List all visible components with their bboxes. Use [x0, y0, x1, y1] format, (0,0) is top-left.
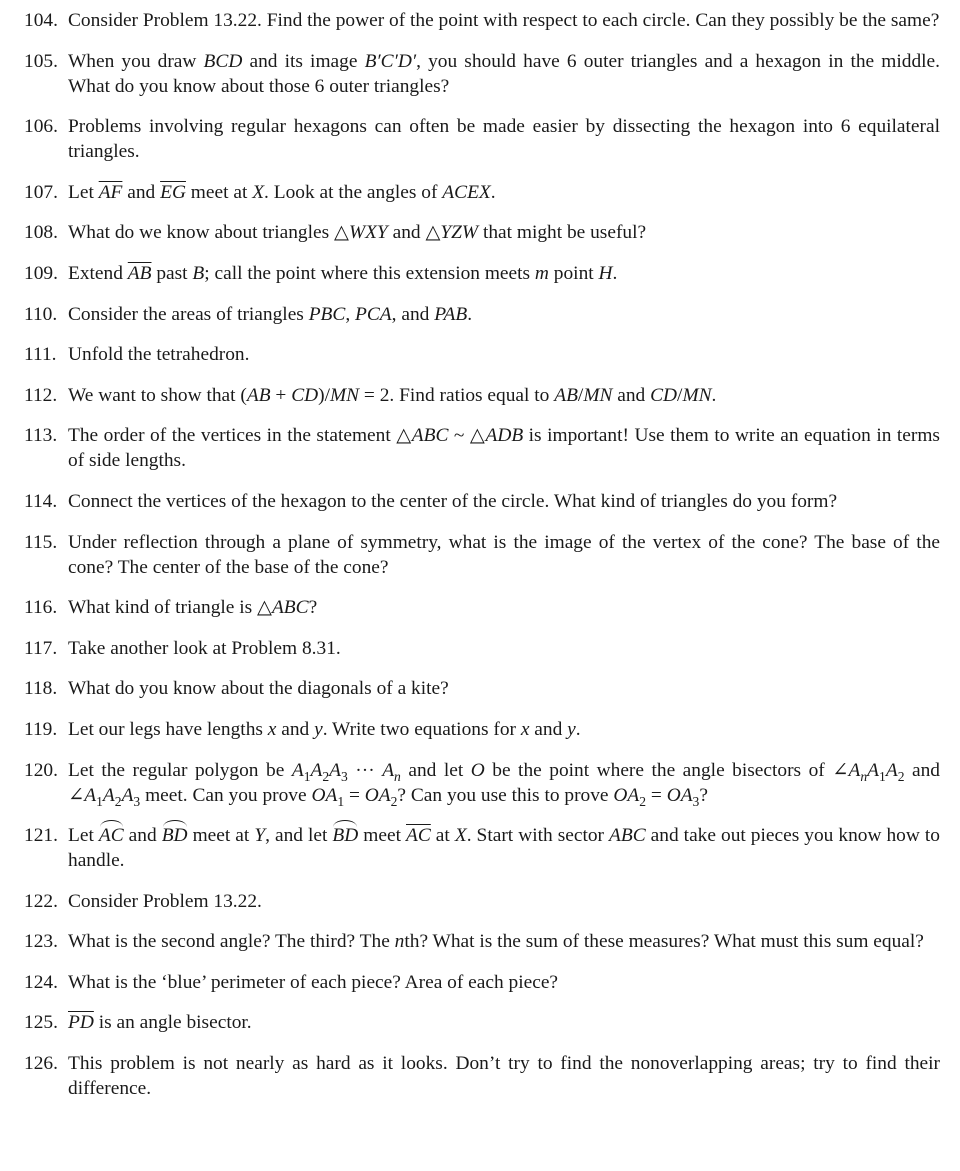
hint-text-segment: H	[598, 262, 613, 284]
hint-text-segment: $\overline{AF}$	[98, 181, 123, 203]
hint-text-segment: △	[257, 597, 272, 619]
hint-text-segment: 3	[692, 793, 700, 809]
hint-text-segment: , you should have 6 outer triangles and a hexagon in the middle. What do you know about those 6 outer triangles?	[68, 50, 940, 97]
hint-text-segment: △	[425, 222, 441, 244]
hint-text-segment: , and	[391, 303, 435, 325]
hint-text-segment: and	[123, 825, 162, 847]
hint-text-segment: and	[529, 718, 568, 740]
hint-text-segment: ···	[347, 759, 383, 781]
hint-text-segment: be the point where the angle bisectors of ∠	[484, 759, 849, 781]
hint-text-segment: ,	[345, 303, 356, 325]
hint-text-segment: A	[382, 759, 395, 781]
hint-text-segment: Unfold the tetrahedron.	[68, 344, 250, 366]
hint-item	[24, 758, 940, 808]
hint-text-segment: 2	[390, 793, 398, 809]
hint-text-segment: at	[430, 825, 455, 847]
hint-text-segment: OA	[666, 784, 693, 806]
hint-text-segment: 2	[322, 768, 330, 784]
hint-text-segment: 2	[639, 793, 647, 809]
hint-text-segment: △	[396, 425, 412, 447]
hint-text-segment: MN	[682, 384, 712, 406]
hint-text-segment: MN	[329, 384, 360, 406]
hint-text-segment: ; call the point where this extension meets	[204, 262, 535, 284]
hint-text-segment: +	[270, 384, 292, 406]
hint-text-segment: $\overline{AC}$	[406, 825, 431, 847]
hint-text-segment: th? What is the sum of these measures? What must this sum equal?	[404, 931, 924, 953]
hint-text-segment: When you draw	[68, 50, 204, 72]
hint-text	[68, 342, 940, 367]
hint-text-segment: YZW	[440, 222, 479, 244]
hint-text-segment: past	[151, 262, 193, 284]
hint-text-segment: This problem is not nearly as hard as it looks. Don’t try to find the nonoverlapping areas; try to find their difference.	[68, 1053, 940, 1100]
hint-item	[24, 636, 940, 661]
hint-text-segment: A	[310, 759, 323, 781]
hint-text-segment: ABC	[411, 425, 449, 447]
hint-text-segment: What do you know about the diagonals of a kite?	[68, 678, 449, 700]
hint-text-segment: 2	[897, 768, 905, 784]
hint-number: 109.	[24, 262, 58, 284]
hint-text-segment: MN	[583, 384, 613, 406]
hint-text-segment: 1	[337, 793, 345, 809]
hint-text-segment: We want to show that (	[68, 384, 247, 406]
hint-list	[24, 8, 940, 1101]
hint-text-segment: and let	[400, 759, 471, 781]
hint-item	[24, 970, 940, 995]
hint-text-segment: A	[329, 759, 341, 781]
hint-text-segment: 3	[133, 793, 141, 809]
hint-number: 117.	[24, 637, 58, 659]
hint-text-segment: AB	[554, 384, 578, 406]
hint-text-segment: ?	[308, 597, 318, 619]
hint-text-segment: point	[548, 262, 599, 284]
hint-text-segment: Y	[254, 825, 266, 847]
hint-number: 113.	[24, 425, 58, 447]
hint-item	[24, 1010, 940, 1035]
hint-text-segment: OA	[613, 784, 640, 806]
hint-text-segment: Let the regular polygon be	[68, 759, 292, 781]
hint-number: 112.	[24, 384, 58, 406]
hint-text-segment: ACEX	[442, 181, 491, 203]
hint-text-segment: ABC	[271, 597, 309, 619]
hint-text	[68, 889, 940, 914]
hint-text-segment: and its image	[242, 50, 365, 72]
hint-text	[68, 8, 940, 33]
hint-item	[24, 1051, 940, 1101]
hint-text	[68, 676, 940, 701]
hint-text-segment: A	[121, 784, 134, 806]
hint-item	[24, 383, 940, 408]
hint-text	[68, 823, 940, 873]
hint-text	[68, 1010, 940, 1035]
hint-text	[68, 970, 940, 995]
hint-text-segment: meet. Can you prove	[140, 784, 312, 806]
hint-number: 111.	[24, 344, 57, 366]
hint-text-segment: ?	[699, 784, 708, 806]
hint-text-segment: 1	[879, 768, 886, 784]
hint-text-segment: . Write two equations for	[322, 718, 521, 740]
hint-text-segment: Take another look at Problem 8.31.	[68, 637, 341, 659]
hint-item	[24, 929, 940, 954]
hint-text-segment: that might be useful?	[478, 222, 647, 244]
hint-text-segment: Under reflection through a plane of symmetry, what is the image of the vertex of the cone? The base of the cone? The center of the base of the cone?	[68, 531, 940, 578]
hint-number: 115.	[24, 531, 58, 553]
hint-text-segment: OA	[364, 784, 391, 806]
hint-text-segment: and	[387, 222, 426, 244]
hint-text-segment: .	[575, 718, 581, 740]
hint-text-segment: Let	[68, 825, 99, 847]
hint-text-segment: 1	[303, 768, 311, 784]
hint-item	[24, 49, 940, 99]
hint-text-segment: CD	[650, 384, 678, 406]
hint-text	[68, 423, 940, 473]
hint-text-segment: 2	[114, 793, 122, 809]
hint-text-segment: PCA	[355, 303, 392, 325]
hint-text-segment: BD	[161, 825, 188, 847]
hint-text-segment: Consider the areas of triangles	[68, 303, 309, 325]
hint-text-segment: $\overline{PD}$	[68, 1012, 94, 1034]
hint-text	[68, 636, 940, 661]
hint-text-segment: ABC	[609, 825, 646, 847]
hint-text-segment: . Look at the angles of	[264, 181, 443, 203]
hint-text	[68, 758, 940, 808]
hint-text-segment: n	[394, 931, 405, 953]
hint-text-segment: is an angle bisector.	[93, 1012, 252, 1034]
hint-text-segment: .	[490, 181, 496, 203]
hint-item	[24, 889, 940, 914]
hint-text	[68, 383, 940, 408]
hint-text-segment: .	[612, 262, 618, 284]
hint-text-segment: A	[867, 759, 880, 781]
hint-text-segment: O	[470, 759, 485, 781]
hint-text-segment: n	[860, 768, 868, 784]
hint-number: 104.	[24, 10, 58, 31]
hint-item	[24, 302, 940, 327]
hint-text	[68, 717, 940, 742]
hint-item	[24, 823, 940, 873]
hint-number: 120.	[24, 759, 58, 781]
hint-text-segment: A	[102, 784, 115, 806]
hint-item	[24, 8, 940, 33]
hint-text-segment: meet at	[187, 825, 255, 847]
hint-text	[68, 530, 940, 580]
hint-item	[24, 261, 940, 286]
hint-text	[68, 220, 940, 245]
hint-text-segment: Problems involving regular hexagons can often be made easier by dissecting the hexagon into 6 equilateral triangles.	[68, 116, 940, 163]
hint-text-segment: PAB	[434, 303, 468, 325]
hint-text-segment: .	[467, 303, 473, 325]
hint-item	[24, 114, 940, 164]
hint-text-segment: Extend	[68, 262, 128, 284]
hint-text-segment: and ∠	[68, 759, 940, 806]
hint-text-segment: Let our legs have lengths	[68, 718, 268, 740]
hint-text-segment: and	[612, 384, 651, 406]
hint-text-segment: AC	[98, 825, 124, 847]
hint-text-segment: What do we know about triangles	[68, 222, 335, 244]
hint-text-segment: △	[334, 222, 349, 244]
hint-text-segment: Consider Problem 13.22.	[68, 890, 262, 912]
hint-text-segment: Consider Problem 13.22. Find the power of the point with respect to each circle. Can they possibly be the same?	[68, 10, 940, 31]
hint-text-segment: =	[646, 784, 667, 806]
hint-text-segment: and	[276, 718, 315, 740]
hint-text-segment: The order of the vertices in the statement	[68, 425, 397, 447]
hint-text-segment: X	[252, 181, 265, 203]
hint-item	[24, 220, 940, 245]
hint-number: 105.	[24, 50, 58, 72]
hint-text-segment: B	[192, 262, 205, 284]
hint-item	[24, 489, 940, 514]
hint-text-segment: What is the ‘blue’ perimeter of each piece? Area of each piece?	[68, 971, 559, 993]
hint-text	[68, 489, 940, 514]
hint-text-segment: . Start with sector	[466, 825, 610, 847]
hint-item	[24, 595, 940, 620]
hint-text-segment: $\overline{AB}$	[127, 262, 152, 284]
hint-number: 106.	[24, 116, 58, 138]
hint-text-segment: 3	[341, 768, 348, 784]
hint-text-segment: $\overline{EG}$	[160, 181, 186, 203]
hint-text-segment: m	[534, 262, 549, 284]
hint-item	[24, 342, 940, 367]
hint-number: 124.	[24, 971, 58, 993]
hint-text-segment: y	[314, 718, 323, 740]
hint-number: 118.	[24, 678, 58, 700]
hint-text	[68, 49, 940, 99]
hint-number: 121.	[24, 825, 58, 847]
hint-number: 125.	[24, 1012, 58, 1034]
hint-number: 122.	[24, 890, 58, 912]
hint-text-segment: meet	[358, 825, 406, 847]
hint-number: 123.	[24, 931, 58, 953]
hint-number: 110.	[24, 303, 58, 325]
hint-number: 107.	[24, 181, 58, 203]
hint-text-segment: A	[885, 759, 898, 781]
hint-text-segment: 1	[96, 793, 103, 809]
hint-text-segment: x	[267, 718, 277, 740]
hint-number: 108.	[24, 222, 58, 244]
hint-text-segment: CD	[291, 384, 319, 406]
hint-text-segment: X	[454, 825, 467, 847]
hint-number: 126.	[24, 1053, 58, 1075]
hint-text	[68, 595, 940, 620]
hint-text-segment: PBC	[308, 303, 346, 325]
hint-text-segment: A	[848, 759, 861, 781]
hint-text-segment: AB	[246, 384, 271, 406]
hint-text-segment: x	[520, 718, 530, 740]
hint-text-segment: and	[122, 181, 161, 203]
hint-text-segment: OA	[311, 784, 338, 806]
hint-text-segment: A	[84, 784, 97, 806]
hint-text-segment: is important! Use them to write an equation in terms of side lengths.	[68, 425, 940, 472]
hint-text-segment: Connect the vertices of the hexagon to the center of the circle. What kind of triangles do you form?	[68, 490, 838, 512]
hint-text	[68, 302, 940, 327]
hint-text-segment: ~	[448, 425, 470, 447]
hint-text-segment: What is the second angle? The third? The	[68, 931, 395, 953]
hint-number: 119.	[24, 718, 58, 740]
hint-text	[68, 261, 940, 286]
hint-text-segment: ADB	[485, 425, 524, 447]
hint-item	[24, 180, 940, 205]
hint-text-segment: n	[394, 768, 401, 784]
hint-number: 114.	[24, 490, 58, 512]
hint-text-segment: A	[291, 759, 304, 781]
hint-text-segment: WXY	[348, 222, 388, 244]
hint-text-segment: B′C′D′	[364, 50, 417, 72]
hint-item	[24, 423, 940, 473]
hint-text-segment: , and let	[265, 825, 333, 847]
hint-text-segment: /	[677, 384, 683, 406]
hint-text-segment: /	[577, 384, 584, 406]
hint-text-segment: What kind of triangle is	[68, 597, 258, 619]
hint-number: 116.	[24, 597, 58, 619]
hint-text-segment: y	[567, 718, 576, 740]
hint-text-segment: = 2. Find ratios equal to	[359, 384, 555, 406]
hint-item	[24, 717, 940, 742]
hint-text	[68, 114, 940, 164]
hint-text-segment: BD	[332, 825, 359, 847]
hint-text-segment: △	[469, 425, 486, 447]
hint-item	[24, 530, 940, 580]
hint-text-segment: .	[711, 384, 717, 406]
hint-text	[68, 180, 940, 205]
hint-text	[68, 929, 940, 954]
hint-item	[24, 676, 940, 701]
hint-text-segment: =	[344, 784, 365, 806]
hint-text-segment: meet at	[185, 181, 253, 203]
hint-text-segment: BCD	[203, 50, 243, 72]
hint-text	[68, 1051, 940, 1101]
hint-text-segment: and take out pieces you know how to handle.	[68, 825, 940, 872]
hint-text-segment: )/	[318, 384, 330, 406]
hint-text-segment: ? Can you use this to prove	[397, 784, 614, 806]
hint-text-segment: Let	[68, 181, 99, 203]
